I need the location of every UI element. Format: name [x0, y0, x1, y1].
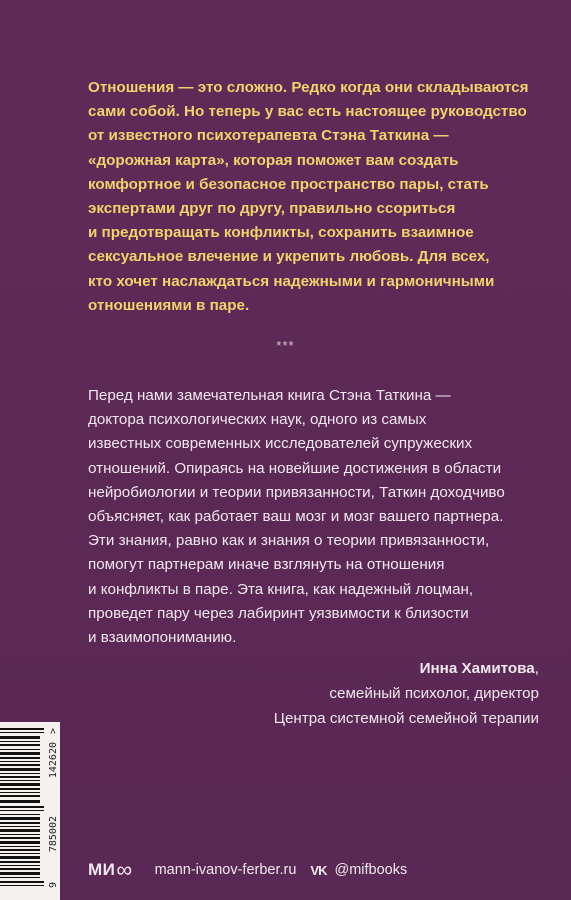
- publisher-footer: [88, 858, 407, 882]
- review-line: нейробиологии и теории привязанности, Таткин доходчиво: [88, 483, 505, 501]
- review-signature: [99, 656, 539, 731]
- review-line: доктора психологических наук, одного из самых: [88, 411, 427, 429]
- publisher-logo-text: МИ: [88, 860, 116, 879]
- review-line: помогут партнерам иначе взглянуть на отношения: [88, 556, 445, 574]
- blurb-line: отношениями в паре.: [88, 296, 250, 314]
- blurb-line: Отношения — это сложно. Редко когда они складываются: [88, 79, 529, 96]
- review-line: Эти знания, равно как и знания о теории привязанности,: [88, 532, 490, 550]
- blurb-line: «дорожная карта», которая поможет вам создать: [88, 151, 459, 169]
- publisher-website: mann-ivanov-ferber.ru: [154, 862, 297, 878]
- reviewer-name-suffix: ,: [534, 660, 539, 677]
- barcode-digit-end: >: [48, 728, 59, 735]
- blurb-line: комфортное и безопасное пространство пары, стать: [88, 175, 489, 193]
- barcode-digit-start: 9: [48, 882, 59, 889]
- blurb-line: от известного психотерапевта Стэна Таткина —: [88, 127, 449, 145]
- barcode-digit-group: 785002: [48, 816, 59, 853]
- blurb-line: экспертами друг по другу, правильно ссориться: [88, 200, 456, 218]
- barcode-bars: [0, 722, 48, 900]
- blurb-text: [88, 76, 528, 318]
- section-separator: ***: [276, 338, 295, 353]
- signature-name-line: [99, 656, 539, 681]
- review-line: и конфликты в паре. Эта книга, как надежный лоцман,: [88, 580, 474, 598]
- review-line: и взаимопониманию.: [88, 629, 237, 647]
- review-line: проведет пару через лабиринт уязвимости к близости: [88, 604, 469, 622]
- review-line: Перед нами замечательная книга Стэна Таткина —: [88, 387, 451, 404]
- review-line: объясняет, как работает ваш мозг и мозг вашего партнера.: [88, 508, 504, 526]
- blurb-line: кто хочет наслаждаться надежными и гармоничными: [88, 272, 495, 290]
- blurb-line: сексуальное влечение и укрепить любовь. Для всех,: [88, 248, 490, 266]
- review-line: отношений. Опираясь на новейшие достижения в области: [88, 459, 502, 477]
- blurb-line: сами собой. Но теперь у вас есть настоящее руководство: [88, 103, 527, 121]
- reviewer-name: Инна Хамитова: [419, 660, 535, 677]
- publisher-logo: [88, 859, 133, 881]
- barcode-digits: [48, 726, 60, 896]
- review-text: [88, 384, 538, 650]
- review-line: известных современных исследователей супружеских: [88, 435, 473, 453]
- barcode-digit-group: 142620: [48, 742, 59, 779]
- reviewer-title: семейный психолог, директор: [329, 685, 539, 702]
- reviewer-organization: Центра системной семейной терапии: [273, 710, 539, 727]
- isbn-barcode: [0, 722, 60, 900]
- infinity-icon: ∞: [116, 857, 133, 882]
- social-handle: @mifbooks: [334, 862, 408, 878]
- blurb-line: и предотвращать конфликты, сохранить взаимное: [88, 224, 474, 242]
- vk-icon: VK: [310, 862, 327, 878]
